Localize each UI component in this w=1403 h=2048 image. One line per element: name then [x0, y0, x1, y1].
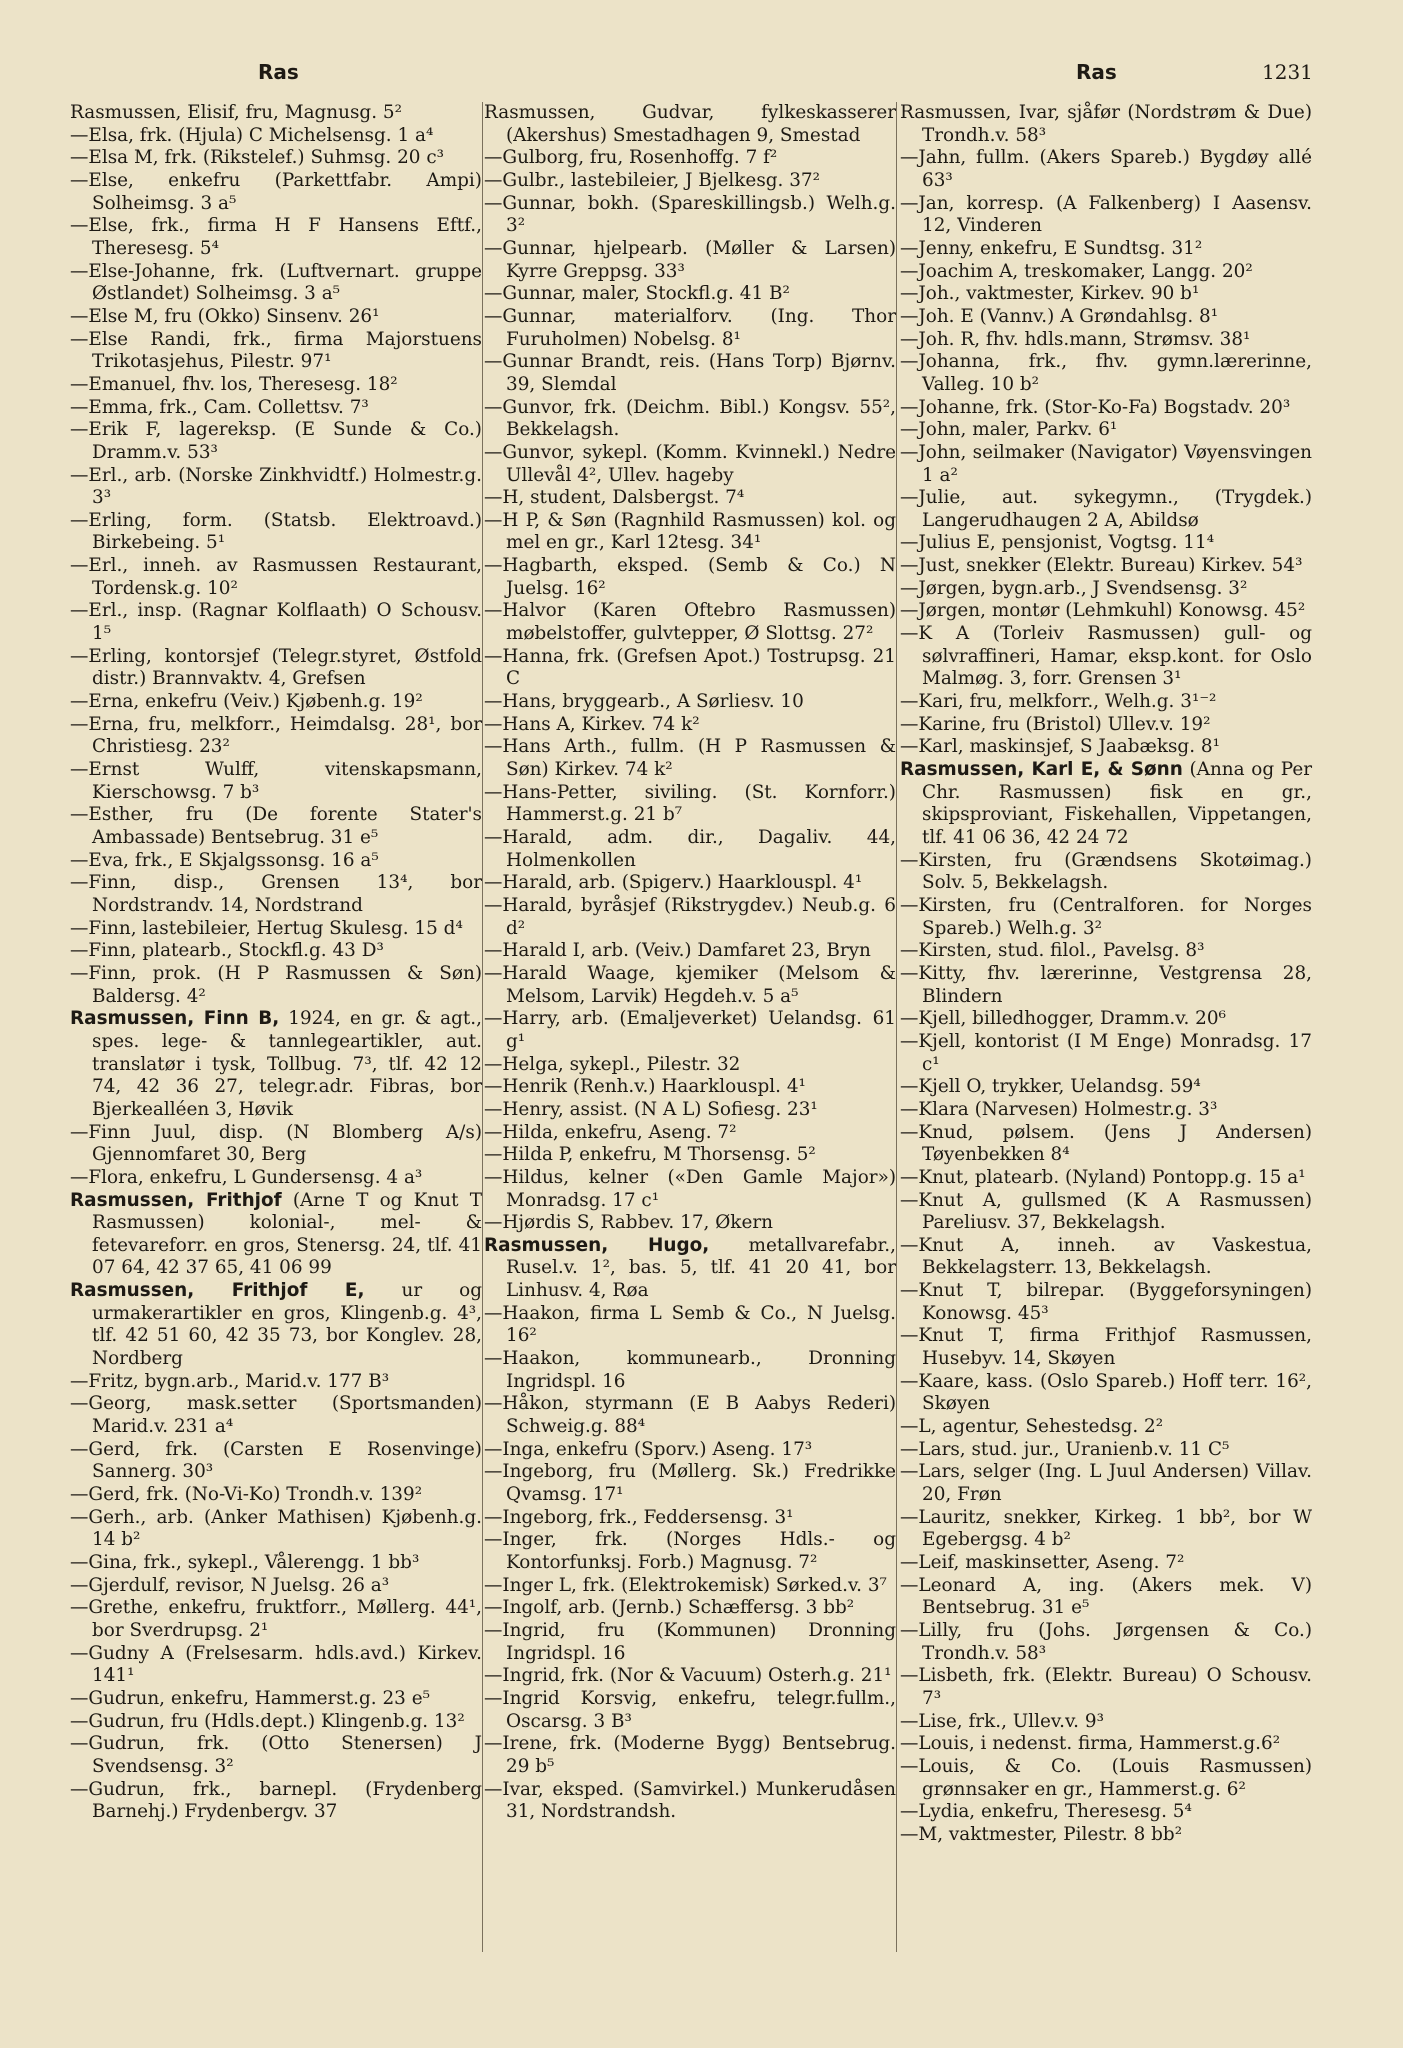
directory-entry [900, 1235, 1312, 1280]
entry-text: —Håkon, styrmann (E B Aabys Rederi) Schweig.g. 88⁴ [484, 1393, 896, 1438]
directory-entry [900, 1801, 1312, 1824]
directory-entry [900, 1733, 1312, 1756]
directory-entry [484, 1099, 896, 1122]
entry-text: —Else, frk., firma H F Hansens Eftf., Theresesg. 5⁴ [70, 215, 482, 259]
directory-entry [484, 1779, 896, 1824]
directory-entry [900, 397, 1312, 420]
entry-text: —Gudrun, enkefru, Hammerst.g. 23 e⁵ [70, 1687, 430, 1709]
entry-text: —Knut, platearb. (Nyland) Pontopp.g. 15 a¹ [900, 1166, 1306, 1188]
directory-entry [484, 283, 896, 306]
directory-entry [900, 623, 1312, 691]
directory-entry [900, 193, 1312, 238]
entry-text: —Louis, i nedenst. firma, Hammerst.g.6² [900, 1733, 1281, 1755]
directory-entry [900, 759, 1312, 850]
entry-text: —Esther, fru (De forente Stater's Ambassade) Bentsebrug. 31 e⁵ [70, 804, 482, 848]
entry-text: —Gerd, frk. (Carsten E Rosenvinge) Sannerg. 30³ [70, 1438, 482, 1483]
entry-text: —Gulbr., lastebileier, J Bjelkesg. 37² [484, 169, 820, 191]
entry-text: —Gunvor, sykepl. (Komm. Kvinnekl.) Nedre Ullevål 4², Ullev. hageby [484, 441, 896, 486]
entry-text: —Kari, fru, melkforr., Welh.g. 3¹⁻² [900, 691, 1217, 713]
running-head-right: Ras [1076, 60, 1117, 84]
entry-text: —Kjell, billedhogger, Dramm.v. 20⁶ [900, 1008, 1226, 1030]
entry-text: —Haakon, kommunearb., Dronning Ingridspl. 16 [484, 1348, 896, 1392]
entry-text: —Gudrun, frk. (Otto Stenersen) J Svendsensg. 3² [70, 1733, 482, 1777]
directory-entry [70, 1190, 482, 1281]
entry-text: —Flora, enkefru, L Gundersensg. 4 a³ [70, 1166, 423, 1188]
directory-entry [70, 397, 482, 420]
directory-entry [70, 1122, 482, 1167]
directory-entry [484, 1597, 896, 1620]
entry-text: —Ingrid, frk. (Nor & Vacuum) Osterh.g. 21¹ [484, 1665, 892, 1687]
column-1 [70, 102, 482, 1824]
entry-text: —Helga, sykepl., Pilestr. 32 [484, 1053, 741, 1075]
entry-text: —Hildus, kelner («Den Gamle Major») Monradsg. 17 c¹ [484, 1166, 896, 1211]
entry-text: —Elsa, frk. (Hjula) C Michelsensg. 1 a⁴ [70, 124, 434, 146]
entry-text: —Gulborg, fru, Rosenhoffg. 7 f² [484, 147, 778, 169]
directory-entry [484, 442, 896, 487]
directory-entry [484, 940, 896, 963]
entry-text: —John, seilmaker (Navigator) Vøyensvingen 1 a² [900, 441, 1312, 486]
directory-entry [900, 555, 1312, 578]
directory-entry [900, 1031, 1312, 1076]
entry-text: —Gudny A (Frelsesarm. hdls.avd.) Kirkev. 141¹ [70, 1642, 482, 1687]
directory-entry [70, 215, 482, 260]
directory-entry [900, 691, 1312, 714]
entry-text: Rasmussen, Ivar, sjåfør (Nordstrøm & Due) Trondh.v. 58³ [900, 102, 1312, 146]
page-number: 1231 [1262, 60, 1313, 84]
entry-heading: Rasmussen, Frithjof [70, 1189, 282, 1211]
entry-text: —Hans-Petter, siviling. (St. Kornforr.) Hammerst.g. 21 b⁷ [484, 781, 896, 826]
directory-entry [70, 1643, 482, 1688]
directory-entry [484, 827, 896, 872]
entry-text: Rasmussen, Elisif, fru, Magnusg. 5² [70, 102, 402, 123]
directory-entry [900, 532, 1312, 555]
directory-entry [900, 578, 1312, 601]
entry-text: —Else-Johanne, frk. (Luftvernart. gruppe Østlandet) Solheimsg. 3 a⁵ [70, 260, 482, 305]
entry-text: —Hans Arth., fullm. (H P Rasmussen & Søn) Kirkev. 74 k² [484, 736, 896, 781]
entry-text: —Gudrun, frk., barnepl. (Frydenberg Barnehj.) Frydenbergv. 37 [70, 1778, 482, 1823]
directory-entry [900, 1507, 1312, 1552]
directory-entry [484, 510, 896, 555]
entry-text: —Else M, fru (Okko) Sinsenv. 26¹ [70, 305, 380, 327]
entry-text: Rasmussen, Gudvar, fylkeskasserer (Akershus) Smestadhagen 9, Smestad [484, 102, 896, 146]
column-divider [482, 102, 483, 1952]
entry-text: —M, vaktmester, Pilestr. 8 bb² [900, 1823, 1183, 1845]
directory-entry [484, 1733, 896, 1778]
entry-text: —Knut A, inneh. av Vaskestua, Bekkelagsterr. 13, Bekkelagsh. [900, 1234, 1312, 1279]
directory-entry [484, 691, 896, 714]
entry-text: —Jahn, fullm. (Akers Spareb.) Bygdøy allé 63³ [900, 147, 1312, 191]
directory-entry [70, 261, 482, 306]
directory-entry [70, 1575, 482, 1598]
directory-entry [70, 1779, 482, 1824]
directory-entry [484, 1076, 896, 1099]
directory-entry [484, 714, 896, 737]
entry-text: —Emma, frk., Cam. Collettsv. 7³ [70, 396, 369, 418]
entry-text: —Lars, stud. jur., Uranienb.v. 11 C⁵ [900, 1438, 1230, 1460]
entry-text: —Klara (Narvesen) Holmestr.g. 3³ [900, 1098, 1218, 1120]
directory-entry [900, 940, 1312, 963]
directory-entry [484, 1054, 896, 1077]
directory-entry [484, 1507, 896, 1530]
entry-text: —Finn, platearb., Stockfl.g. 43 D³ [70, 940, 384, 962]
directory-entry [484, 1575, 896, 1598]
directory-entry [70, 465, 482, 510]
entry-text: —Kirsten, fru (Grændsens Skotøimag.) Solv. 5, Bekkelagsh. [900, 849, 1312, 894]
directory-entry [484, 736, 896, 781]
directory-entry [900, 261, 1312, 284]
entry-text: —Erik F, lagereksp. (E Sunde & Co.) Dramm.v. 53³ [70, 419, 482, 463]
entry-text: —Eva, frk., E Skjalgssonsg. 16 a⁵ [70, 849, 379, 871]
directory-entry [70, 1371, 482, 1394]
directory-entry [70, 1393, 482, 1438]
directory-entry [484, 1235, 896, 1303]
page-header [0, 60, 1403, 94]
directory-entry [484, 1167, 896, 1212]
directory-entry [900, 850, 1312, 895]
directory-entry [484, 397, 896, 442]
directory-entry [484, 895, 896, 940]
entry-text: —Jan, korresp. (A Falkenberg) I Aasensv. 12, Vinderen [900, 192, 1312, 237]
entry-text: —Just, snekker (Elektr. Bureau) Kirkev. 54³ [900, 555, 1303, 577]
directory-entry [900, 1461, 1312, 1506]
directory-entry [484, 1665, 896, 1688]
entry-text: —Knud, pølsem. (Jens J Andersen) Tøyenbekken 8⁴ [900, 1121, 1312, 1166]
entry-text: —Joh. R, fhv. hdls.mann, Strømsv. 38¹ [900, 328, 1251, 350]
entry-text: —Elsa M, frk. (Rikstelef.) Suhmsg. 20 c³ [70, 147, 444, 169]
directory-entry [70, 1280, 482, 1371]
entry-text: —Gerd, frk. (No-Vi-Ko) Trondh.v. 139² [70, 1484, 423, 1506]
directory-entry [484, 1620, 896, 1665]
entry-text: —Inga, enkefru (Sporv.) Aseng. 17³ [484, 1438, 813, 1460]
entry-text: —Gudrun, fru (Hdls.dept.) Klingenb.g. 13² [70, 1710, 465, 1732]
directory-entry [900, 1552, 1312, 1575]
directory-entry [900, 238, 1312, 261]
directory-entry [484, 238, 896, 283]
directory-entry [70, 872, 482, 917]
directory-entry [484, 1461, 896, 1506]
entry-text: ur og urmakerartikler en gros, Klingenb.g. 4³, tlf. 42 51 60, 42 35 73, bor Konglev. 28, Nordberg [92, 1280, 482, 1370]
entry-text: —Gunnar Brandt, reis. (Hans Torp) Bjørnv. 39, Slemdal [484, 351, 896, 395]
directory-entry [70, 963, 482, 1008]
directory-entry [70, 759, 482, 804]
directory-entry [900, 1665, 1312, 1710]
directory-entry [70, 1167, 482, 1190]
entry-text: —Erl., arb. (Norske Zinkhvidtf.) Holmestr.g. 3³ [70, 464, 482, 509]
column-2 [484, 102, 896, 1824]
directory-entry [70, 125, 482, 148]
entry-text: —Henrik (Renh.v.) Haarklouspl. 4¹ [484, 1076, 806, 1098]
entry-text: —Gjerdulf, revisor, N Juelsg. 26 a³ [70, 1574, 390, 1596]
entry-text: (Anna og Per Chr. Rasmussen) fisk en gr., skipsproviant, Fiskehallen, Vippetangen, tlf. 41 06 36, 42 24 72 [922, 759, 1312, 848]
directory-entry [900, 1099, 1312, 1122]
directory-entry [900, 1325, 1312, 1370]
directory-entry [70, 1688, 482, 1711]
directory-entry [900, 1620, 1312, 1665]
entry-text: —Irene, frk. (Moderne Bygg) Bentsebrug. 29 b⁵ [484, 1733, 896, 1777]
directory-entry [70, 306, 482, 329]
entry-text: —Hilda P, enkefru, M Thorsensg. 5² [484, 1144, 816, 1166]
directory-entry [70, 329, 482, 374]
directory-entry [900, 1008, 1312, 1031]
directory-entry [900, 283, 1312, 306]
directory-entry [900, 1167, 1312, 1190]
directory-entry [70, 1733, 482, 1778]
entry-text: —Inger L, frk. (Elektrokemisk) Sørked.v. 3⁷ [484, 1574, 887, 1596]
entry-text: —John, maler, Parkv. 6¹ [900, 419, 1118, 441]
entry-text: —Karl, maskinsjef, S Jaabæksg. 8¹ [900, 736, 1220, 758]
directory-entry [70, 1711, 482, 1734]
entry-text: —Hans, bryggearb., A Sørliesv. 10 [484, 691, 804, 713]
entry-text: —Lydia, enkefru, Theresesg. 5⁴ [900, 1801, 1192, 1823]
directory-entry [900, 1439, 1312, 1462]
directory-entry [484, 600, 896, 645]
directory-entry [70, 1008, 482, 1121]
entry-text: metallvarefabr., Rusel.v. 1², bas. 5, tlf. 41 20 41, bor Linhusv. 4, Røa [506, 1234, 896, 1302]
entry-text: —Erna, fru, melkforr., Heimdalsg. 28¹, bor Christiesg. 23² [70, 713, 482, 758]
directory-entry [70, 419, 482, 464]
directory-entry [484, 1008, 896, 1053]
entry-text: —Ivar, eksped. (Samvirkel.) Munkerudåsen 31, Nordstrandsh. [484, 1778, 896, 1823]
directory-entry [70, 600, 482, 645]
directory-entry [484, 1439, 896, 1462]
directory-entry [900, 487, 1312, 532]
directory-entry [900, 306, 1312, 329]
directory-entry [900, 419, 1312, 442]
entry-text: —Hanna, frk. (Grefsen Apot.) Tostrupsg. 21 C [484, 645, 896, 690]
directory-entry [900, 736, 1312, 759]
entry-text: —Jørgen, bygn.arb., J Svendsensg. 3² [900, 577, 1248, 599]
directory-entry [900, 963, 1312, 1008]
entry-text: —Ingrid, fru (Kommunen) Dronning Ingridspl. 16 [484, 1619, 896, 1664]
directory-entry [900, 442, 1312, 487]
entry-text: —Knut T, firma Frithjof Rasmussen, Husebyv. 14, Skøyen [900, 1325, 1312, 1370]
entry-text: —Emanuel, fhv. los, Theresesg. 18² [70, 373, 398, 395]
directory-entry [900, 147, 1312, 192]
entry-text: —Gunvor, frk. (Deichm. Bibl.) Kongsv. 55², Bekkelagsh. [484, 396, 896, 441]
entry-text: —Erl., insp. (Ragnar Kolflaath) O Schousv. 1⁵ [70, 600, 482, 645]
directory-entry [484, 963, 896, 1008]
entry-text: —H P, & Søn (Ragnhild Rasmussen) kol. og mel en gr., Karl 12tesg. 34¹ [484, 509, 896, 554]
directory-entry [70, 646, 482, 691]
directory-entry [70, 1507, 482, 1552]
entry-text: —K A (Torleiv Rasmussen) gull- og sølvraffineri, Hamar, eksp.kont. for Oslo Malmøg. 3, forr. Grensen 3¹ [900, 623, 1312, 690]
entry-text: —Grethe, enkefru, fruktforr., Møllerg. 44¹, bor Sverdrupsg. 2¹ [70, 1597, 482, 1641]
entry-text: —Hans A, Kirkev. 74 k² [484, 713, 700, 735]
directory-entry [484, 782, 896, 827]
entry-text: —Ingrid Korsvig, enkefru, telegr.fullm., Oscarsg. 3 B³ [484, 1687, 896, 1732]
directory-entry [900, 714, 1312, 737]
entry-text: —Inger, frk. (Norges Hdls.- og Kontorfunksj. Forb.) Magnusg. 7² [484, 1529, 896, 1573]
entry-text: —Erling, form. (Statsb. Elektroavd.) Birkebeing. 5¹ [70, 509, 482, 554]
entry-text: —Finn Juul, disp. (N Blomberg A/s) Gjennomfaret 30, Berg [70, 1121, 482, 1166]
directory-entry [900, 329, 1312, 352]
directory-entry [484, 306, 896, 351]
directory-entry [70, 804, 482, 849]
entry-text: —Ingeborg, frk., Feddersensg. 3¹ [484, 1506, 794, 1528]
directory-entry [484, 351, 896, 396]
entry-text: —Leif, maskinsetter, Aseng. 7² [900, 1552, 1185, 1573]
entry-text: —Kjell, kontorist (I M Enge) Monradsg. 17 c¹ [900, 1030, 1312, 1075]
entry-text: —Ingolf, arb. (Jernb.) Schæffersg. 3 bb² [484, 1597, 855, 1619]
directory-entry [70, 714, 482, 759]
entry-text: —Lars, selger (Ing. L Juul Andersen) Villav. 20, Frøn [900, 1461, 1312, 1506]
entry-text: —Harry, arb. (Emaljeverket) Uelandsg. 61 g¹ [484, 1008, 896, 1052]
entry-text: —Kjell O, trykker, Uelandsg. 59⁴ [900, 1076, 1201, 1098]
directory-entry [70, 940, 482, 963]
entry-text: —Johanne, frk. (Stor-Ko-Fa) Bogstadv. 20³ [900, 396, 1291, 418]
directory-entry [484, 555, 896, 600]
entry-text: —Kirsten, fru (Centralforen. for Norges Spareb.) Welh.g. 3² [900, 894, 1312, 939]
running-head-left: Ras [258, 60, 299, 84]
directory-entry [484, 147, 896, 170]
entry-text: —Else, enkefru (Parkettfabr. Ampi) Solheimsg. 3 a⁵ [70, 169, 482, 214]
directory-entry [484, 102, 896, 147]
entry-text: —Joachim A, treskomaker, Langg. 20² [900, 260, 1253, 282]
entry-text: —Hilda, enkefru, Aseng. 7² [484, 1121, 737, 1143]
entry-heading: Rasmussen, Hugo, [484, 1234, 710, 1256]
directory-entry [900, 1122, 1312, 1167]
directory-entry [484, 487, 896, 510]
directory-entry [70, 147, 482, 170]
directory-entry [70, 374, 482, 397]
entry-text: —Gunnar, hjelpearb. (Møller & Larsen) Kyrre Greppsg. 33³ [484, 237, 896, 282]
directory-entry [900, 102, 1312, 147]
entry-text: —Johanna, frk., fhv. gymn.lærerinne, Valleg. 10 b² [900, 351, 1312, 395]
entry-text: —Haakon, firma L Semb & Co., N Juelsg. 16² [484, 1302, 896, 1347]
directory-entry [900, 895, 1312, 940]
directory-entry [900, 1575, 1312, 1620]
directory-entry [484, 1144, 896, 1167]
entry-text: —L, agentur, Sehestedsg. 2² [900, 1416, 1164, 1438]
entry-text: —Gina, frk., sykepl., Vålerengg. 1 bb³ [70, 1552, 420, 1573]
directory-entry [900, 1711, 1312, 1734]
entry-text: —Harald I, arb. (Veiv.) Damfaret 23, Bryn [484, 940, 871, 962]
entry-text: —Finn, prok. (H P Rasmussen & Søn) Baldersg. 4² [70, 962, 482, 1007]
entry-text: —Finn, lastebileier, Hertug Skulesg. 15 d⁴ [70, 917, 463, 939]
entry-text: —Henry, assist. (N A L) Sofiesg. 23¹ [484, 1098, 818, 1120]
entry-text: —Lisbeth, frk. (Elektr. Bureau) O Schousv. 7³ [900, 1665, 1312, 1709]
entry-text: —Harald, byråsjef (Rikstrygdev.) Neub.g. 6 d² [484, 894, 896, 939]
entry-text: —Jørgen, montør (Lehmkuhl) Konowsg. 45² [900, 600, 1306, 622]
entry-text: —Lise, frk., Ullev.v. 9³ [900, 1710, 1104, 1732]
directory-entry [900, 351, 1312, 396]
directory-entry [70, 170, 482, 215]
directory-entry [70, 1484, 482, 1507]
directory-entry [484, 1348, 896, 1393]
directory-entry [484, 1688, 896, 1733]
directory-entry [70, 102, 482, 125]
directory-entry [900, 1416, 1312, 1439]
entry-text: (Arne T og Knut T Rasmussen) kolonial-, mel- & fetevareforr. en gros, Stenersg. 24, tlf. 41 07 64, 42 37 65, 41 06 99 [92, 1189, 483, 1279]
entry-text: —Harald, arb. (Spigerv.) Haarklouspl. 4¹ [484, 872, 863, 894]
entry-text: —Halvor (Karen Oftebro Rasmussen) møbelstoffer, gulvtepper, Ø Slottsg. 27² [484, 600, 896, 645]
entry-text: —Knut A, gullsmed (K A Rasmussen) Pareliusv. 37, Bekkelagsh. [900, 1189, 1312, 1234]
entry-text: —Leonard A, ing. (Akers mek. V) Bentsebrug. 31 e⁵ [900, 1574, 1312, 1619]
directory-entry [900, 1756, 1312, 1801]
entry-text: —Lauritz, snekker, Kirkeg. 1 bb², bor W Egebergsg. 4 b² [900, 1506, 1312, 1551]
entry-text: —Harald Waage, kjemiker (Melsom & Melsom, Larvik) Hegdeh.v. 5 a⁵ [484, 962, 896, 1007]
directory-entry [70, 918, 482, 941]
directory-entry [484, 170, 896, 193]
directory-entry [484, 1303, 896, 1348]
entry-text: —Karine, fru (Bristol) Ullev.v. 19² [900, 713, 1211, 735]
directory-entry [484, 1212, 896, 1235]
directory-entry [900, 1824, 1312, 1847]
entry-text: 1924, en gr. & agt., spes. lege- & tannlegeartikler, aut. translatør i tysk, Tollbug. 7³, tlf. 42 12 74, 42 36 27, telegr.adr. Fibras, bor Bjerkealléen 3, Høvik [92, 1008, 482, 1120]
entry-text: —Julie, aut. sykegymn., (Trygdek.) Langerudhaugen 2 A, Abildsø [900, 487, 1312, 531]
entry-heading: Rasmussen, Frithjof E, [70, 1280, 365, 1302]
entry-text: —Hjørdis S, Rabbev. 17, Økern [484, 1212, 773, 1234]
entry-text: —Kaare, kass. (Oslo Spareb.) Hoff terr. 16², Skøyen [900, 1370, 1312, 1415]
entry-text: —Gerh., arb. (Anker Mathisen) Kjøbenh.g. 14 b² [70, 1506, 482, 1551]
directory-entry [900, 1190, 1312, 1235]
entry-text: —Joh., vaktmester, Kirkev. 90 b¹ [900, 283, 1200, 305]
entry-text: —Gunnar, materialforv. (Ing. Thor Furuholmen) Nobelsg. 8¹ [484, 305, 896, 350]
entry-text: —Gunnar, maler, Stockfl.g. 41 B² [484, 283, 790, 305]
directory-entry [900, 1280, 1312, 1325]
directory-entry [70, 1439, 482, 1484]
directory-entry [70, 1552, 482, 1575]
entry-heading: Rasmussen, Finn B, [70, 1008, 280, 1030]
entry-text: —Harald, adm. dir., Dagaliv. 44, Holmenkollen [484, 827, 896, 871]
entry-text: —Georg, mask.setter (Sportsmanden) Marid.v. 231 a⁴ [70, 1393, 482, 1438]
entry-text: —Kirsten, stud. filol., Pavelsg. 8³ [900, 940, 1205, 962]
entry-text: —Louis, & Co. (Louis Rasmussen) grønnsaker en gr., Hammerst.g. 6² [900, 1755, 1312, 1800]
entry-text: —H, student, Dalsbergst. 7⁴ [484, 487, 745, 509]
entry-text: —Gunnar, bokh. (Spareskillingsb.) Welh.g. 3² [484, 192, 896, 237]
entry-text: —Erl., inneh. av Rasmussen Restaurant, Tordensk.g. 10² [70, 555, 482, 599]
entry-text: —Fritz, bygn.arb., Marid.v. 177 B³ [70, 1370, 390, 1392]
directory-entry [70, 510, 482, 555]
column-divider [896, 102, 897, 1952]
directory-entry [70, 555, 482, 600]
directory-entry [484, 1529, 896, 1574]
directory-entry [484, 1393, 896, 1438]
entry-text: —Lilly, fru (Johs. Jørgensen & Co.) Trondh.v. 58³ [900, 1619, 1312, 1664]
directory-entry [900, 1076, 1312, 1099]
directory-entry [900, 600, 1312, 623]
directory-entry [900, 1371, 1312, 1416]
directory-entry [484, 1122, 896, 1145]
entry-text: —Hagbarth, eksped. (Semb & Co.) N Juelsg. 16² [484, 555, 896, 599]
directory-entry [70, 691, 482, 714]
directory-entry [484, 872, 896, 895]
entry-text: —Jenny, enkefru, E Sundtsg. 31² [900, 237, 1203, 259]
directory-entry [70, 850, 482, 873]
entry-text: —Erna, enkefru (Veiv.) Kjøbenh.g. 19² [70, 691, 423, 713]
entry-text: —Else Randi, frk., firma Majorstuens Trikotasjehus, Pilestr. 97¹ [70, 328, 482, 373]
directory-entry [484, 646, 896, 691]
directory-entry [70, 1597, 482, 1642]
column-3 [900, 102, 1312, 1847]
entry-text: —Erling, kontorsjef (Telegr.styret, Østfold distr.) Brannvaktv. 4, Grefsen [70, 645, 482, 690]
entry-text: —Knut T, bilrepar. (Byggeforsyningen) Konowsg. 45³ [900, 1280, 1312, 1324]
entry-text: —Ingeborg, fru (Møllerg. Sk.) Fredrikke Qvamsg. 17¹ [484, 1461, 896, 1506]
entry-text: —Ernst Wulff, vitenskapsmann, Kierschowsg. 7 b³ [70, 759, 482, 803]
directory-entry [484, 193, 896, 238]
entry-text: —Finn, disp., Grensen 13⁴, bor Nordstrandv. 14, Nordstrand [70, 872, 482, 916]
entry-text: —Julius E, pensjonist, Vogtsg. 11⁴ [900, 532, 1215, 554]
entry-text: —Kitty, fhv. lærerinne, Vestgrensa 28, Blindern [900, 962, 1312, 1007]
entry-text: —Joh. E (Vannv.) A Grøndahlsg. 8¹ [900, 305, 1219, 327]
entry-heading: Rasmussen, Karl E, & Sønn [900, 759, 1183, 781]
